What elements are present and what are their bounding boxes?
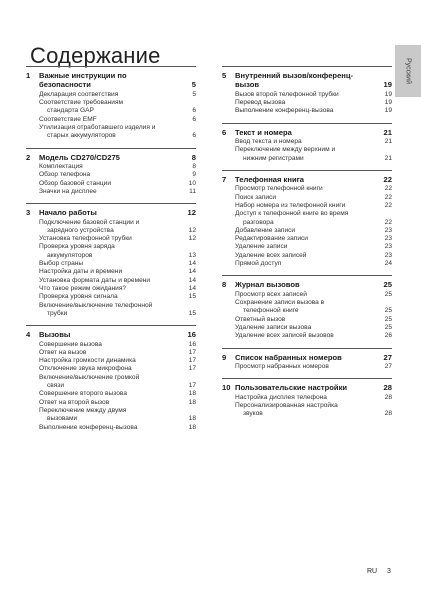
section-page-number: 22 — [383, 175, 392, 184]
entry-page-number: 14 — [188, 276, 196, 284]
entry-title-line: Установка формата даты и времени — [39, 276, 151, 284]
toc-entry[interactable] — [26, 399, 196, 407]
toc-right-column — [222, 66, 392, 426]
entry-page-number: 9 — [192, 171, 196, 179]
entry-title — [235, 185, 378, 193]
entry-title — [39, 293, 182, 301]
entry-title — [39, 277, 182, 285]
language-tab — [395, 45, 421, 97]
page-title: Содержание — [30, 42, 161, 68]
entry-title — [235, 363, 378, 371]
entry-title-line: Отключение звука микрофона — [39, 365, 132, 373]
entry-page-number: 17 — [188, 348, 196, 356]
entry-title — [235, 394, 378, 402]
toc-entry[interactable] — [222, 138, 392, 146]
entry-title-line: Переключение между двумя — [39, 406, 127, 414]
toc-section — [222, 170, 392, 268]
toc-entry[interactable] — [26, 99, 196, 116]
toc-entry[interactable] — [26, 349, 196, 357]
entry-title-line: Обзор телефона — [39, 171, 91, 179]
entry-page-number: 22 — [384, 185, 392, 193]
section-number: 8 — [222, 280, 227, 290]
toc-entry[interactable] — [222, 210, 392, 227]
entry-title-line: Проверка уровня сигнала — [39, 293, 118, 301]
entry-title — [235, 402, 378, 419]
entry-page-number: 19 — [384, 90, 392, 98]
entry-title-line: Подключение базовой станции и — [39, 218, 140, 226]
section-number: 6 — [222, 127, 227, 137]
section-title-line: вызов — [235, 80, 260, 90]
entry-title-line: Совершение вызова — [39, 340, 102, 348]
toc-entry[interactable] — [26, 407, 196, 424]
entry-title — [235, 210, 378, 227]
entry-title-line: Редактирование записи — [235, 235, 308, 243]
entry-title — [39, 365, 182, 373]
entry-title-line: вызовами — [47, 415, 78, 423]
section-title-line: Текст и номера — [235, 127, 292, 137]
section-title-line: Модель CD270/CD275 — [39, 152, 120, 162]
footer-language: RU — [367, 568, 378, 575]
entry-title — [235, 260, 378, 268]
section-page-number: 27 — [383, 352, 392, 362]
entry-title — [235, 146, 378, 163]
section-title-line: Вызовы — [39, 330, 71, 340]
section-page-number: 25 — [383, 280, 392, 290]
entry-title-line: Настройка дисплея телефона — [235, 393, 327, 401]
entry-page-number: 13 — [188, 251, 196, 259]
toc-entry[interactable] — [26, 124, 196, 141]
entry-title-line: Перевод вызова — [235, 99, 286, 107]
entry-title-line: стандарта GAP — [47, 107, 94, 115]
section-heading[interactable] — [222, 128, 392, 137]
entry-title-line: Включение/выключение громкой — [39, 373, 140, 381]
section-heading[interactable] — [222, 353, 392, 362]
section-title — [235, 280, 378, 289]
toc-entry[interactable] — [222, 299, 392, 316]
entry-title — [39, 180, 182, 188]
section-title — [235, 353, 378, 362]
toc-entry[interactable] — [222, 291, 392, 299]
toc-entry[interactable] — [222, 146, 392, 163]
entry-page-number: 6 — [192, 115, 196, 123]
toc-entry[interactable] — [222, 235, 392, 243]
entry-title — [39, 124, 182, 141]
section-heading[interactable] — [222, 280, 392, 289]
entry-page-number: 23 — [384, 243, 392, 251]
toc-entry[interactable] — [26, 365, 196, 373]
entry-title-line: аккумуляторов — [47, 251, 93, 259]
section-heading[interactable] — [26, 153, 196, 162]
entry-page-number: 19 — [384, 99, 392, 107]
section-page-number: 8 — [191, 152, 196, 162]
section-page-number: 16 — [187, 330, 196, 340]
entry-page-number: 25 — [384, 315, 392, 323]
entry-page-number: 28 — [384, 410, 392, 418]
entry-title-line: Значки на дисплее — [39, 187, 97, 195]
entry-title-line: Доступ к телефонной книге во время — [235, 210, 349, 218]
section-title-line: Внутренний вызов/конференц- — [235, 71, 354, 80]
entry-title-line: трубки — [47, 309, 68, 317]
toc-section — [26, 203, 196, 318]
entry-page-number: 23 — [384, 226, 392, 234]
entry-title — [39, 390, 182, 398]
entry-title-line: Просмотр телефонной книги — [235, 185, 323, 193]
toc-entry[interactable] — [222, 332, 392, 340]
entry-page-number: 5 — [192, 90, 196, 98]
section-page-number: 28 — [383, 383, 392, 393]
toc-entry[interactable] — [222, 227, 392, 235]
entry-page-number: 14 — [188, 284, 196, 292]
section-title — [39, 153, 182, 162]
entry-title — [39, 374, 182, 391]
toc-section — [222, 123, 392, 163]
entry-title — [39, 219, 182, 236]
section-title — [39, 208, 182, 217]
entry-title — [39, 357, 182, 365]
entry-page-number: 19 — [384, 107, 392, 115]
section-title-line: Журнал вызовов — [235, 280, 300, 290]
entry-title — [235, 99, 378, 107]
entry-title — [235, 291, 378, 299]
entry-title-line: Комплектация — [39, 163, 83, 170]
section-heading[interactable] — [222, 383, 392, 392]
toc-entry[interactable] — [26, 302, 196, 319]
toc-entry[interactable] — [222, 363, 392, 371]
entry-title — [235, 227, 378, 235]
entry-title — [39, 302, 182, 319]
entry-page-number: 11 — [189, 187, 196, 195]
entry-title — [235, 235, 378, 243]
entry-title — [39, 116, 182, 124]
entry-title-line: Персонализированная настройка — [235, 401, 338, 409]
entry-page-number: 22 — [384, 202, 392, 209]
entry-title-line: Выполнение конференц-вызова — [235, 107, 334, 115]
section-number: 2 — [26, 152, 31, 162]
entry-title-line: старых аккумуляторов — [47, 132, 116, 140]
entry-page-number: 8 — [192, 163, 196, 170]
toc-entry[interactable] — [222, 107, 392, 115]
entry-title-line: Соответствие EMF — [39, 115, 97, 123]
toc-section — [222, 348, 392, 372]
entry-title — [39, 399, 182, 407]
section-heading[interactable] — [222, 175, 392, 184]
section-number: 1 — [26, 71, 31, 80]
entry-title-line: Ответный вызов — [235, 315, 286, 323]
toc-entry[interactable] — [222, 185, 392, 193]
entry-page-number: 21 — [384, 154, 392, 162]
entry-title-line: нижним регистрами — [243, 154, 304, 162]
section-heading[interactable] — [222, 71, 392, 90]
toc-section — [222, 275, 392, 340]
entry-title-line: Что такое режим ожидания? — [39, 284, 127, 292]
entry-title — [235, 252, 378, 260]
toc-entry[interactable] — [26, 424, 196, 432]
entry-page-number: 27 — [384, 362, 392, 370]
entry-title-line: Выполнение конференц-вызова — [39, 423, 138, 431]
toc-entry[interactable] — [222, 316, 392, 324]
entry-title-line: Совершение второго вызова — [39, 390, 127, 398]
page-number: 3 — [387, 568, 391, 575]
entry-page-number: 18 — [188, 398, 196, 406]
section-title — [235, 383, 378, 392]
entry-title — [39, 407, 182, 424]
toc-entry[interactable] — [26, 374, 196, 391]
section-page-number: 5 — [191, 80, 196, 90]
section-number: 4 — [26, 330, 31, 340]
entry-page-number: 10 — [188, 179, 196, 187]
entry-page-number: 6 — [192, 132, 196, 140]
entry-title-line: Удаление записи — [235, 243, 288, 251]
toc-entry[interactable] — [222, 194, 392, 202]
section-number: 3 — [26, 208, 31, 218]
entry-title — [39, 188, 182, 196]
entry-title-line: Поиск записи — [235, 193, 277, 201]
section-number: 5 — [222, 71, 227, 80]
section-title-line: Пользовательские настройки — [235, 383, 348, 393]
entry-page-number: 16 — [188, 340, 196, 348]
entry-title — [235, 138, 378, 146]
section-title-line: безопасности — [39, 80, 91, 90]
toc-entry[interactable] — [26, 357, 196, 365]
entry-page-number: 23 — [384, 235, 392, 243]
entry-title-line: Вызов второй телефонной трубки — [235, 90, 339, 98]
entry-page-number: 14 — [188, 260, 196, 268]
entry-title-line: зарядного устройства — [47, 226, 114, 234]
entry-title-line: Выбор страны — [39, 260, 84, 268]
toc-entry[interactable] — [26, 277, 196, 285]
entry-title-line: Настройка громкости динамика — [39, 357, 136, 365]
toc-entry[interactable] — [222, 260, 392, 268]
entry-title-line: Просмотр набранных номеров — [235, 362, 329, 370]
section-title — [235, 175, 378, 184]
entry-title — [39, 243, 182, 260]
entry-title-line: связи — [47, 382, 65, 390]
toc-entry[interactable] — [222, 252, 392, 260]
section-heading[interactable] — [26, 330, 196, 339]
entry-title-line: Соответствие требованиям — [39, 99, 124, 107]
section-number: 9 — [222, 352, 227, 362]
section-page-number: 21 — [383, 127, 392, 137]
toc-entry[interactable] — [26, 91, 196, 99]
toc-entry[interactable] — [222, 402, 392, 419]
toc-section — [26, 148, 196, 197]
entry-title-line: Удаление всех записей — [235, 251, 307, 259]
section-title — [235, 71, 378, 90]
entry-title-line: Настройка даты и времени — [39, 268, 123, 276]
section-title — [39, 330, 182, 339]
section-title-line: Важные инструкции по — [39, 71, 127, 80]
entry-page-number: 15 — [188, 309, 196, 317]
entry-page-number: 18 — [188, 390, 196, 398]
toc-entry[interactable] — [26, 390, 196, 398]
entry-page-number: 17 — [188, 357, 196, 365]
entry-page-number: 26 — [384, 332, 392, 340]
entry-title — [39, 349, 182, 357]
entry-title-line: Утилизация отработавшего изделия и — [39, 124, 156, 131]
entry-page-number: 24 — [384, 260, 392, 268]
entry-title-line: Набор номера из телефонной книги — [235, 202, 346, 209]
toc-entry[interactable] — [26, 171, 196, 179]
entry-title-line: разговора — [243, 218, 274, 226]
toc-entry[interactable] — [26, 243, 196, 260]
toc-section — [222, 66, 392, 116]
section-heading[interactable] — [26, 71, 196, 90]
entry-page-number: 28 — [384, 393, 392, 401]
entry-title-line: Просмотр всех записей — [235, 290, 307, 298]
entry-title-line: Переключение между верхним и — [235, 146, 336, 154]
entry-page-number: 14 — [188, 268, 196, 276]
entry-title — [235, 107, 378, 115]
toc-entry[interactable] — [26, 293, 196, 301]
entry-page-number: 22 — [384, 193, 392, 201]
toc-entry[interactable] — [26, 116, 196, 124]
entry-title — [235, 316, 378, 324]
entry-page-number: 25 — [384, 290, 392, 298]
entry-page-number: 15 — [188, 293, 196, 301]
entry-title-line: звуков — [243, 410, 263, 418]
entry-title-line: Добавление записи — [235, 226, 296, 234]
toc-section — [222, 378, 392, 418]
entry-title — [39, 285, 182, 293]
section-title — [235, 128, 378, 137]
section-page-number: 12 — [187, 208, 196, 218]
toc-entry[interactable] — [26, 235, 196, 243]
entry-page-number: 18 — [188, 415, 196, 423]
entry-title — [235, 194, 378, 202]
entry-page-number: 6 — [192, 107, 196, 115]
toc-entry[interactable] — [26, 219, 196, 236]
entry-title-line: Сохранение записи вызова в — [235, 299, 325, 307]
entry-title — [39, 235, 182, 243]
entry-title — [235, 332, 378, 340]
section-title-line: Телефонная книга — [235, 175, 304, 184]
entry-title — [39, 99, 182, 116]
toc-section — [26, 66, 196, 141]
toc-entry[interactable] — [222, 91, 392, 99]
entry-title — [235, 243, 378, 251]
section-title — [39, 71, 182, 90]
entry-title-line: телефонной книге — [243, 307, 299, 315]
entry-title — [39, 171, 182, 179]
entry-page-number: 17 — [188, 365, 196, 373]
entry-page-number: 23 — [384, 251, 392, 259]
entry-title-line: Прямой доступ — [235, 260, 282, 268]
toc-left-column — [26, 66, 196, 439]
entry-title — [235, 299, 378, 316]
entry-title — [39, 268, 182, 276]
entry-title — [39, 424, 182, 432]
entry-title-line: Декларация соответствия — [39, 90, 119, 98]
entry-title — [39, 341, 182, 349]
toc-entry[interactable] — [26, 180, 196, 188]
entry-title-line: Обзор базовой станции — [39, 179, 112, 187]
toc-section — [26, 325, 196, 432]
entry-page-number: 25 — [384, 323, 392, 331]
entry-title-line: Включение/выключение телефонной — [39, 301, 153, 309]
language-tab-label: Русский — [404, 58, 412, 84]
entry-page-number: 25 — [384, 307, 392, 315]
entry-page-number: 12 — [188, 226, 196, 234]
section-heading[interactable] — [26, 208, 196, 217]
entry-page-number: 21 — [384, 138, 392, 146]
entry-title-line: Ответ на вызов — [39, 348, 87, 356]
entry-title-line: Ввод текста и номера — [235, 138, 302, 146]
toc-entry[interactable] — [26, 268, 196, 276]
toc-entry[interactable] — [222, 99, 392, 107]
entry-page-number: 12 — [188, 235, 196, 243]
entry-title — [235, 91, 378, 99]
section-title-line: Список набранных номеров — [235, 352, 342, 362]
section-number: 7 — [222, 175, 227, 184]
entry-title-line: Ответ на второй вызов — [39, 398, 110, 406]
toc-entry[interactable] — [222, 243, 392, 251]
entry-title-line: Установка телефонной трубки — [39, 235, 132, 243]
entry-page-number: 18 — [188, 423, 196, 431]
entry-title — [39, 91, 182, 99]
section-title-line: Начало работы — [39, 208, 97, 218]
toc-entry[interactable] — [222, 394, 392, 402]
entry-page-number: 22 — [384, 218, 392, 226]
entry-title-line: Удаление всех записей вызовов — [235, 332, 334, 340]
toc-entry[interactable] — [26, 341, 196, 349]
section-page-number: 19 — [383, 80, 392, 90]
toc-entry[interactable] — [26, 285, 196, 293]
entry-page-number: 17 — [188, 382, 196, 390]
toc-entry[interactable] — [26, 188, 196, 196]
entry-title-line: Удаление записи вызова — [235, 323, 312, 331]
entry-title-line: Проверка уровня заряда — [39, 243, 115, 251]
section-number: 10 — [222, 383, 231, 393]
